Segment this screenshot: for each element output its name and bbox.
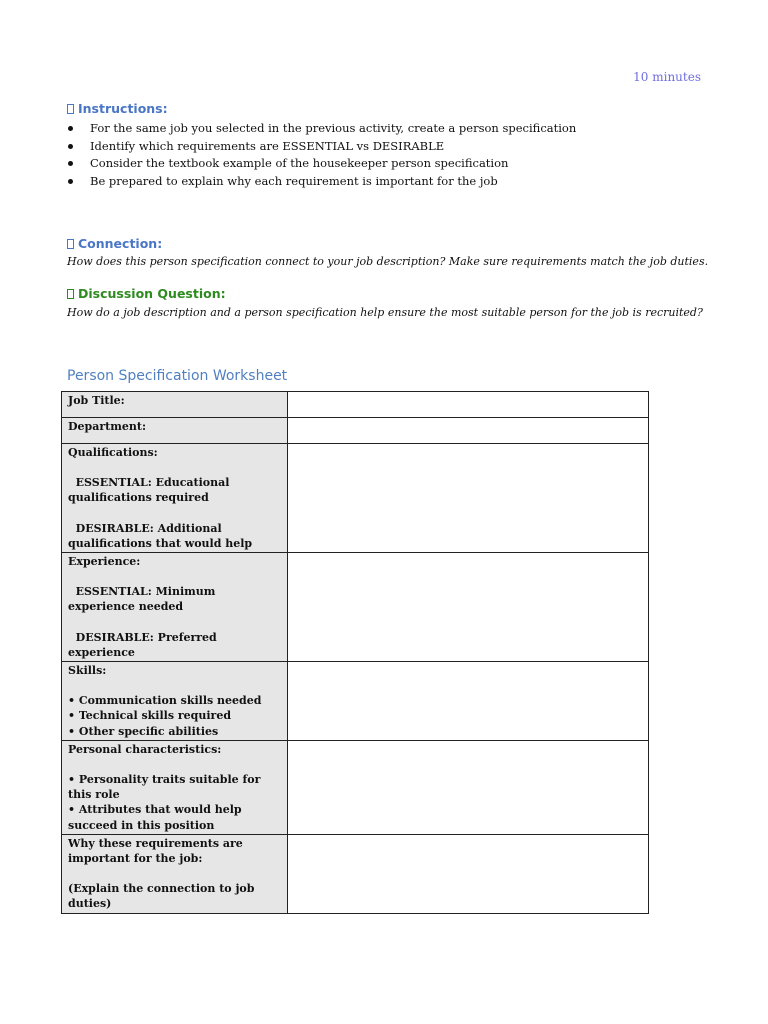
instructions-heading bbox=[67, 101, 168, 116]
instructions-list bbox=[67, 120, 576, 190]
row-label: Skills: bbox=[68, 664, 107, 678]
essential-requirement: ESSENTIAL: Minimum experience needed bbox=[68, 585, 220, 614]
row-label-cell bbox=[62, 834, 288, 913]
desirable-requirement: DESIRABLE: Preferred experience bbox=[68, 630, 221, 659]
worksheet-row-department bbox=[62, 418, 649, 444]
row-label-cell bbox=[62, 444, 288, 553]
characteristic-item: • Personality traits suitable for this role bbox=[68, 773, 265, 802]
job-title-answer-cell[interactable] bbox=[288, 392, 649, 418]
worksheet-row-why-requirements bbox=[62, 834, 649, 913]
instruction-item: Consider the textbook example of the housekeeper person specification bbox=[67, 155, 576, 173]
explanation-prompt: (Explain the connection to job duties) bbox=[68, 882, 259, 911]
worksheet-row-qualifications bbox=[62, 444, 649, 553]
skill-item: • Technical skills required bbox=[68, 709, 232, 723]
placeholder-box-icon bbox=[67, 104, 74, 114]
connection-text: How does this person specification connect to your job description? Make sure requirements match the job duties. bbox=[67, 255, 709, 268]
worksheet-row-skills bbox=[62, 662, 649, 741]
worksheet-row-experience bbox=[62, 553, 649, 662]
row-label: Job Title: bbox=[68, 394, 125, 407]
worksheet-title: Person Specification Worksheet bbox=[67, 368, 288, 384]
instruction-item: Be prepared to explain why each requirement is important for the job bbox=[67, 173, 576, 191]
row-label-cell bbox=[62, 662, 288, 741]
skill-item: • Other specific abilities bbox=[68, 724, 219, 738]
instruction-item: Identify which requirements are ESSENTIAL vs DESIRABLE bbox=[67, 138, 576, 156]
worksheet-row-personal-characteristics bbox=[62, 740, 649, 834]
placeholder-box-icon bbox=[67, 239, 74, 249]
time-estimate: 10 minutes bbox=[633, 70, 701, 84]
row-label-cell bbox=[62, 418, 288, 444]
row-label-cell bbox=[62, 392, 288, 418]
discussion-heading bbox=[67, 286, 226, 301]
connection-heading-text: Connection: bbox=[78, 236, 163, 251]
connection-heading bbox=[67, 236, 162, 251]
placeholder-box-icon bbox=[67, 289, 74, 299]
desirable-requirement: DESIRABLE: Additional qualifications that would help bbox=[68, 521, 253, 550]
worksheet-table bbox=[61, 391, 649, 914]
row-label: Personal characteristics: bbox=[68, 742, 222, 756]
characteristic-item: • Attributes that would help succeed in this position bbox=[68, 803, 246, 832]
row-label-cell bbox=[62, 740, 288, 834]
row-label: Department: bbox=[68, 420, 147, 433]
skills-answer-cell[interactable] bbox=[288, 662, 649, 741]
essential-requirement: ESSENTIAL: Educational qualifications required bbox=[68, 476, 234, 505]
qualifications-answer-cell[interactable] bbox=[288, 444, 649, 553]
personal-characteristics-answer-cell[interactable] bbox=[288, 740, 649, 834]
why-requirements-answer-cell[interactable] bbox=[288, 834, 649, 913]
row-label: Qualifications: bbox=[68, 446, 158, 459]
instruction-item: For the same job you selected in the previous activity, create a person specification bbox=[67, 120, 576, 138]
discussion-heading-text: Discussion Question: bbox=[78, 286, 226, 301]
worksheet-row-job-title bbox=[62, 392, 649, 418]
discussion-text: How do a job description and a person specification help ensure the most suitable person for the job is recruited? bbox=[67, 306, 703, 319]
row-label: Why these requirements are important for the job: bbox=[68, 836, 247, 866]
skill-item: • Communication skills needed bbox=[68, 694, 262, 708]
row-label: Experience: bbox=[68, 555, 141, 569]
department-answer-cell[interactable] bbox=[288, 418, 649, 444]
instructions-heading-text: Instructions: bbox=[78, 101, 168, 116]
row-label-cell bbox=[62, 553, 288, 662]
experience-answer-cell[interactable] bbox=[288, 553, 649, 662]
